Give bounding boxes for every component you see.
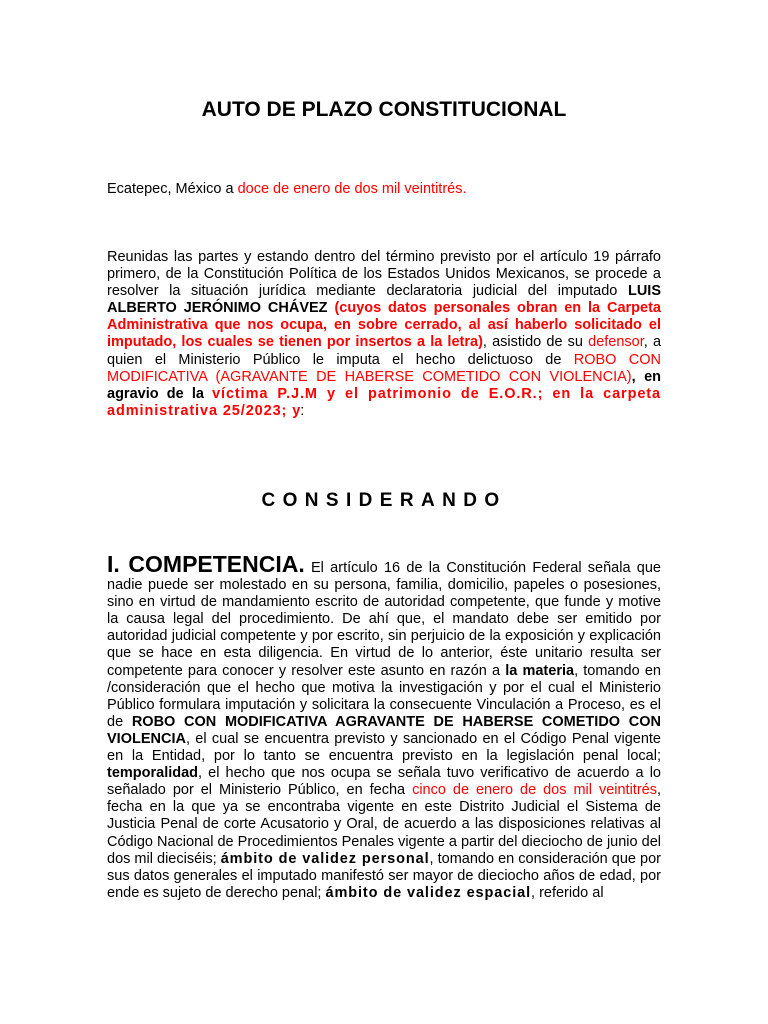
crime-description: ROBO CON MODIFICATIVA (AGRAVANTE DE HABERSE COMETIDO CON VIOLENCIA)	[107, 351, 662, 385]
competencia-text: , el cual se encuentra previsto y sancionado en el Código Penal vigente en la Entidad, por lo tanto se encuentra previsto en la legislación penal local;	[107, 730, 661, 765]
competencia-text: , referido al	[531, 884, 604, 901]
competencia-heading: I. COMPETENCIA.	[107, 551, 305, 577]
competencia-paragraph	[107, 551, 661, 902]
defensor-text: defensor	[588, 334, 644, 351]
competencia-text: , tomando en /consideración que el hecho que motiva la investigación y por el cual el Ministerio Público formulara imputación y solicitara la consecuente Vinculación a Proceso, es el de	[107, 662, 661, 730]
document-title: AUTO DE PLAZO CONSTITUCIONAL	[201, 98, 567, 121]
victim-description: víctima P.J.M y el patrimonio de E.O.R.; en la carpeta administrativa 25/2023;	[107, 385, 661, 419]
defendant-name: LUIS ALBERTO JERÓNIMO CHÁVEZ	[107, 283, 661, 317]
dateline-date: doce de enero de dos mil veintitrés.	[237, 181, 467, 197]
considerando-heading: CONSIDERANDO	[261, 490, 507, 511]
personal-data-note: (cuyos datos personales obran en la Carpeta Administrativa que nos ocupa, en sobre cerrado, al así haberlo solicitado el imputado, los cuales se tienen por insertos a la letra)	[107, 300, 662, 351]
dateline-place: Ecatepec, México a	[107, 181, 238, 197]
competencia-text: ámbito de validez espacial	[325, 884, 532, 901]
intro-text: , en agravio de la	[107, 368, 661, 402]
competencia-text: , tomando en consideración que por sus datos generales el imputado manifestó ser mayor de dieciocho años de edad, por ende es sujeto de derecho penal;	[107, 850, 661, 901]
crime-name: ROBO CON MODIFICATIVA AGRAVANTE DE HABERSE COMETIDO CON VIOLENCIA	[107, 713, 661, 747]
event-date: cinco de enero de dos mil veintitrés	[412, 782, 657, 799]
intro-text: :	[300, 402, 305, 419]
intro-text: y	[292, 402, 301, 419]
intro-text: , a quien el Ministerio Público le imputa el hecho delictuoso de	[107, 334, 662, 368]
competencia-text: , fecha en la que ya se encontraba vigente en este Distrito Judicial el Sistema de Justicia Penal de corte Acusatorio y Oral, de acuerdo a las disposiciones relativas al Código Nacional de Procedimientos Penales vigente a partir del dieciocho de junio del dos mil dieciséis;	[107, 782, 661, 867]
competencia-text: El artículo 16 de la Constitución Federal señala que nadie puede ser molestado en su persona, familia, domicilio, papeles o posesiones, sino en virtud de mandamiento escrito de autoridad competente, que funde y motive la causa legal del procedimiento. De ahí que, el mandato debe ser emitido por autoridad judicial competente y por escrito, sin perjuicio de la exposición y explicación que se hace en esta diligencia. En virtud de lo anterior, éste unitario resulta ser competente para conocer y resolver este asunto en razón a	[107, 560, 661, 679]
competencia-text: la materia	[505, 662, 575, 679]
competencia-text: ámbito de validez personal	[220, 850, 430, 867]
intro-text: , asistido de su	[482, 334, 589, 351]
dateline	[107, 181, 667, 198]
competencia-text: , el hecho que nos ocupa se señala tuvo verificativo de acuerdo a lo señalado por el Ministerio Público, en fecha	[107, 765, 661, 799]
competencia-text: temporalidad	[107, 765, 199, 782]
intro-paragraph	[107, 249, 661, 420]
intro-text: Reunidas las partes y estando dentro del término previsto por el artículo 19 párrafo primero, de la Constitución Política de los Estados Unidos Mexicanos, se procede a resolver la situación jurídica mediante declaratoria judicial del imputado	[107, 249, 661, 300]
